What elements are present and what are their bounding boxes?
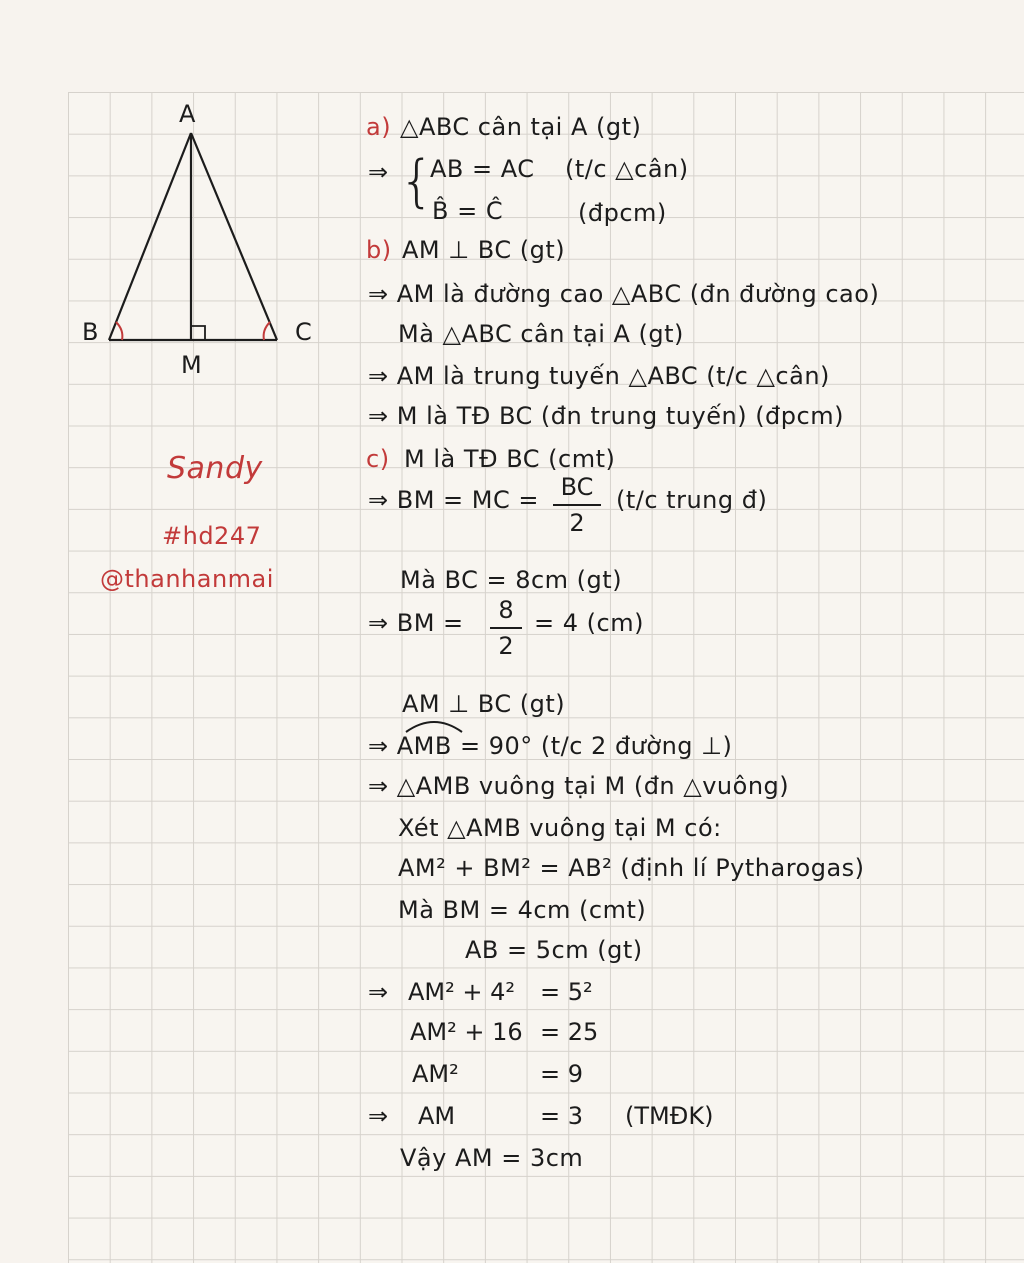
author-handle: @thanhanmai (100, 565, 274, 593)
step4-arrow: ⇒ (368, 1102, 389, 1130)
eight-over-2-fraction (490, 597, 522, 659)
step3-left: AM² (412, 1060, 459, 1088)
part-a-marker: a) (366, 113, 392, 141)
part-a-line1: △ABC cân tại A (gt) (400, 113, 642, 141)
fraction-denominator: 2 (569, 509, 585, 537)
step1-left: AM² + 4² (408, 978, 516, 1006)
part-c-pythagoras: AM² + BM² = AB² (định lí Pytharogas) (398, 854, 865, 882)
step2-right: = 25 (540, 1018, 599, 1046)
part-b-line4: ⇒ AM là trung tuyến △ABC (t/c △cân) (368, 362, 830, 390)
vertex-label-a: A (179, 100, 196, 128)
step4-note: (TMĐK) (625, 1102, 714, 1130)
step3-right: = 9 (540, 1060, 584, 1088)
part-b-line5: ⇒ M là TĐ BC (đn trung tuyến) (đpcm) (368, 402, 844, 430)
signature: Sandy (167, 451, 263, 486)
bm-mc-prefix: ⇒ BM = MC = (368, 486, 539, 514)
part-c-bm-value: Mà BM = 4cm (cmt) (398, 896, 647, 924)
hashtag: #hd247 (162, 522, 262, 550)
fraction-denominator: 2 (498, 632, 514, 660)
part-b-marker: b) (366, 236, 392, 264)
part-c-right-triangle: ⇒ △AMB vuông tại M (đn △vuông) (368, 772, 790, 800)
part-b-line1: AM ⊥ BC (gt) (402, 236, 566, 264)
angle-arc-b (116, 322, 122, 340)
part-a-arrow: ⇒ (368, 158, 389, 186)
vertex-label-b: B (82, 318, 99, 346)
part-c-line1: M là TĐ BC (cmt) (404, 445, 616, 473)
bm-calc-prefix: ⇒ BM = (368, 609, 464, 637)
part-c-consider: Xét △AMB vuông tại M có: (398, 814, 722, 842)
part-a-eq2-note: (đpcm) (578, 199, 667, 227)
part-a-eq1-note: (t/c △cân) (565, 155, 689, 183)
fraction-numerator: 8 (498, 596, 514, 624)
part-b-line2: ⇒ AM là đường cao △ABC (đn đường cao) (368, 280, 880, 308)
step2-left: AM² + 16 (410, 1018, 523, 1046)
right-angle-mark (191, 326, 205, 340)
part-c-perp: AM ⊥ BC (gt) (402, 690, 566, 718)
side-ac (191, 133, 277, 340)
step1-arrow: ⇒ (368, 978, 389, 1006)
step1-right: = 5² (540, 978, 593, 1006)
vertex-label-m: M (181, 351, 202, 379)
side-ab (109, 133, 191, 340)
system-brace: { (399, 149, 435, 214)
angle-hat-mark (404, 716, 464, 734)
vertex-label-c: C (295, 318, 312, 346)
part-b-line3: Mà △ABC cân tại A (gt) (398, 320, 684, 348)
part-c-ab-value: AB = 5cm (gt) (465, 936, 643, 964)
fraction-numerator: BC (560, 473, 594, 501)
step4-left: AM (418, 1102, 456, 1130)
part-c-bc-given: Mà BC = 8cm (gt) (400, 566, 623, 594)
angle-arc-c (264, 322, 270, 340)
part-c-marker: c) (366, 445, 390, 473)
bm-mc-note: (t/c trung đ) (616, 486, 768, 514)
conclusion: Vậy AM = 3cm (400, 1144, 584, 1172)
bc-over-2-fraction (553, 474, 601, 536)
part-a-eq1: AB = AC (430, 155, 535, 183)
part-c-angle: ⇒ AMB = 90° (t/c 2 đường ⊥) (368, 732, 733, 760)
part-a-eq2: B̂ = Ĉ (432, 197, 504, 225)
bm-calc-suffix: = 4 (cm) (534, 609, 644, 637)
step4-right: = 3 (540, 1102, 584, 1130)
